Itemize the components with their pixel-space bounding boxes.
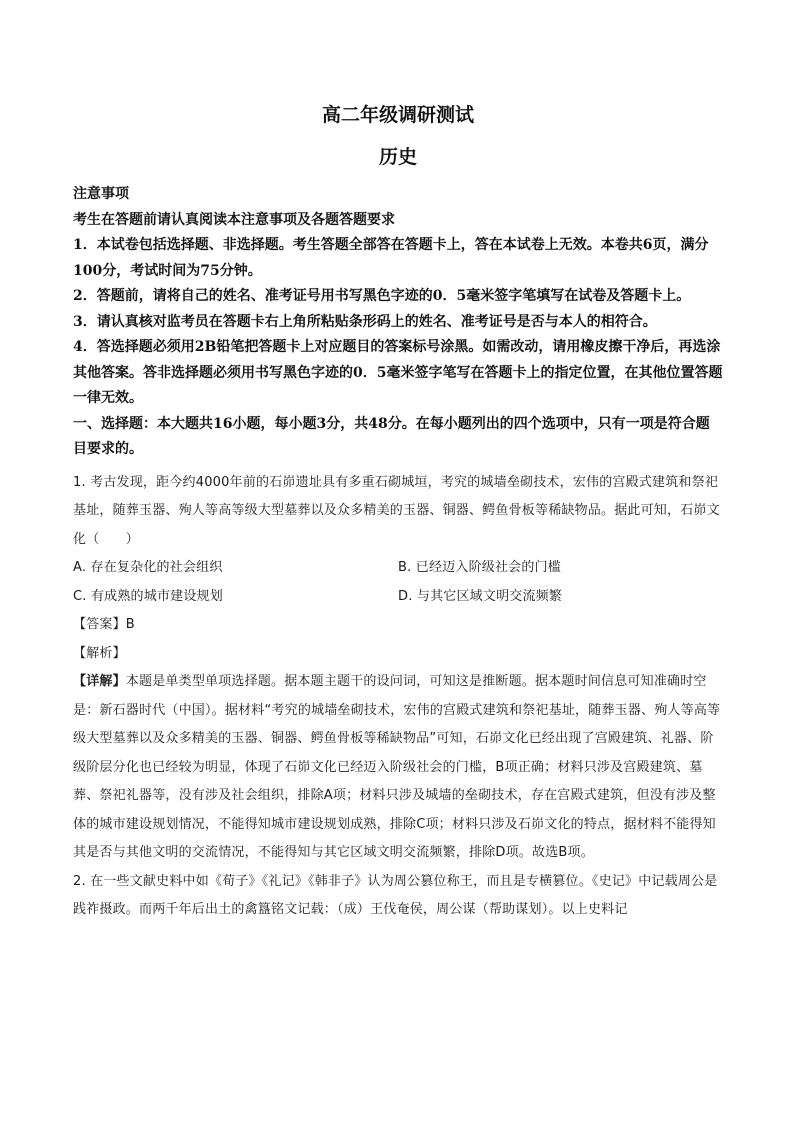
exam-page: [73, 100, 723, 925]
notice-section: [73, 182, 723, 463]
analysis-label: 【解析】: [73, 645, 126, 661]
notice-item: 1．本试卷包括选择题、非选择题。考生答题全部答在答题卡上，答在本试卷上无效。本卷共6页，满分100分，考试时间为75分钟。: [73, 237, 709, 279]
detail-text: 本题是单类型单项选择题。据本题主题干的设问词，可知这是推断题。据本题时间信息可知准确时空是：新石器时代（中国）。据材料“考究的城墙垒砌技术，宏伟的宫殿式建筑和祭祀基址，随葬玉器、殉人等高等级大型墓葬以及众多精美的玉器、铜器、鳄鱼骨板等稀缺物品”可知，石峁文化已经出现了宫殿建筑、礼器、阶级阶层分化也已经较为明显，体现了石峁文化已经迈入阶级社会的门槛，B项正确；材料只涉及宫殿建筑、墓葬、祭祀礼器等，没有涉及社会组织，排除A项；材料只涉及城墙的垒砌技术，存在宫殿式建筑，但没有涉及整体的城市建设规划情况，不能得知城市建设规划成熟，排除C项；材料只涉及石峁文化的特点，据材料不能得知其是否与其他文明的交流情况，不能得知与其它区域文明交流频繁，排除D项。故选B项。: [73, 674, 721, 860]
option-c: C. 有成熟的城市建设规划: [73, 588, 223, 604]
notice-intro: 考生在答题前请认真阅读本注意事项及各题答题要求: [73, 211, 395, 228]
section-heading: 一、选择题：本大题共16小题，每小题3分，共48分。在每小题列出的四个选项中，只有一项是符合题目要求的。: [73, 415, 710, 457]
notice-item: 3．请认真核对监考员在答题卡右上角所粘贴条形码上的姓名、准考证号是否与本人的相符合。: [73, 313, 657, 330]
exam-title: 高二年级调研测试: [321, 104, 474, 126]
option-d: D. 与其它区域文明交流频繁: [398, 588, 563, 604]
option-a: A. 存在复杂化的社会组织: [73, 560, 223, 575]
answer-label: 【答案】B: [73, 617, 135, 632]
detail-paragraph: [73, 668, 723, 868]
question-2: [73, 868, 723, 925]
options-list: [73, 554, 723, 611]
option-b: B. 已经迈入阶级社会的门槛: [398, 560, 561, 575]
detail-tag: 【详解】: [73, 674, 126, 689]
question-1: [73, 469, 723, 868]
question-stem: 2. 在一些文献史料中如《荀子》《礼记》《韩非子》认为周公篡位称王，而且是专横篡位。《史记》中记载周公是践祚摄政。而两千年后出土的禽簋铭文记载：（成）王伐奄侯，周公谋（帮助谋划）。以上史料记: [73, 873, 718, 917]
subject-title: 历史: [378, 146, 417, 168]
notice-heading: 注意事项: [73, 186, 129, 202]
notice-item: 4．答选择题必须用2B铅笔把答题卡上对应题目的答案标号涂黑。如需改动，请用橡皮擦干净后，再选涂其他答案。答非选择题必须用书写黑色字迹的0．5毫米签字笔写在答题卡上的指定位置，在其他位置答题一律无效。: [73, 339, 723, 406]
notice-item: 2．答题前，请将自己的姓名、准考证号用书写黑色字迹的0．5毫米签字笔填写在试卷及答题卡上。: [73, 288, 691, 304]
question-stem: 1. 考古发现，距今约4000年前的石峁遗址具有多重石砌城垣，考究的城墙垒砌技术，宏伟的宫殿式建筑和祭祀基址，随葬玉器、殉人等高等级大型墓葬以及众多精美的玉器、铜器、鳄鱼骨板等稀缺物品。据此可知，石峁文化（ ）: [73, 474, 720, 547]
